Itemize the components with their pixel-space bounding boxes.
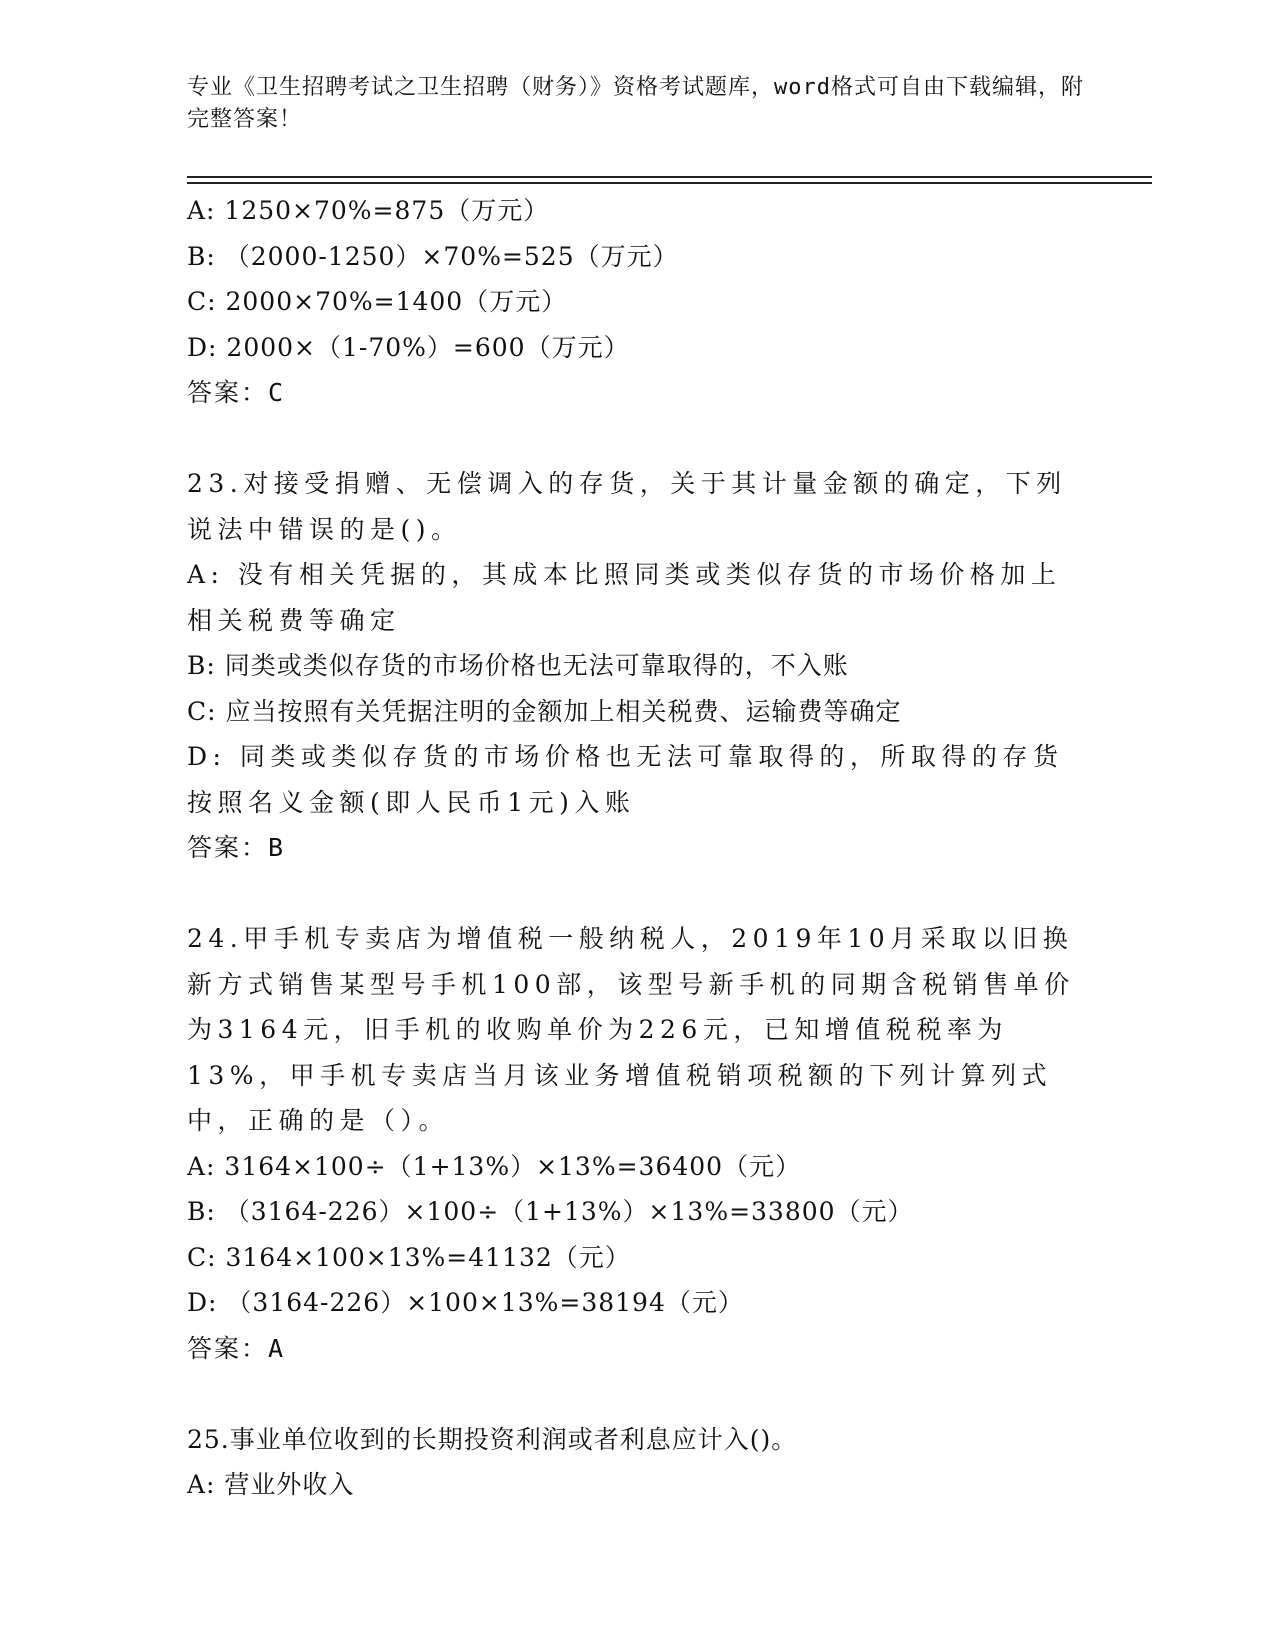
question-content [187, 188, 1087, 1508]
q24-option-c: C: 3164×100×13%=41132（元） [187, 1242, 631, 1272]
q23-option-a: A: 没有相关凭据的，其成本比照同类或类似存货的市场价格加上相关税费等确定 [187, 560, 1062, 635]
q25-option-a: A: 营业外收入 [187, 1470, 355, 1499]
q23-option-b: B: 同类或类似存货的市场价格也无法可靠取得的，不入账 [187, 651, 849, 680]
spacer [187, 871, 1087, 917]
q25-stem: 25.事业单位收到的长期投资利润或者利息应计入()。 [187, 1424, 798, 1454]
q24-option-b: B: （3164-226）×100÷（1+13%）×13%=33800（元） [187, 1197, 914, 1226]
q22-option-b: B: （2000-1250）×70%=525（万元） [187, 241, 679, 271]
q23-option-c: C: 应当按照有关凭据注明的金额加上相关税费、运输费等确定 [187, 696, 902, 726]
q22-option-a: A: 1250×70%=875（万元） [187, 196, 550, 225]
header-rule-top [187, 176, 1152, 178]
q23-option-d: D: 同类或类似存货的市场价格也无法可靠取得的，所取得的存货按照名义金额(即人民币1元)入账 [187, 742, 1064, 817]
q24-option-a: A: 3164×100÷（1+13%）×13%=36400（元） [187, 1151, 802, 1181]
document-header: 专业《卫生招聘考试之卫生招聘（财务）》资格考试题库，word格式可自由下载编辑，附完整答案！ [187, 75, 1084, 132]
q23-stem: 23.对接受捐赠、无偿调入的存货，关于其计量金额的确定，下列说法中错误的是()。 [187, 469, 1067, 544]
q22-option-d: D: 2000×（1-70%）=600（万元） [187, 332, 630, 362]
q24-answer: 答案：A [187, 1333, 286, 1363]
header-rule-bottom [187, 182, 1152, 184]
spacer [187, 416, 1087, 462]
q24-stem: 24.甲手机专卖店为增值税一般纳税人，2019年10月采取以旧换新方式销售某型号手机100部，该型号新手机的同期含税销售单价为3164元，旧手机的收购单价为226元，已知增值税税率为13%，甲手机专卖店当月该业务增值税销项税额的下列计算列式中，正确的是（）。 [187, 924, 1075, 1135]
spacer [187, 1371, 1087, 1417]
q22-option-c: C: 2000×70%=1400（万元） [187, 287, 568, 316]
q22-answer: 答案：C [187, 378, 286, 407]
q24-option-d: D: （3164-226）×100×13%=38194（元） [187, 1288, 744, 1317]
q23-answer: 答案：B [187, 833, 286, 862]
